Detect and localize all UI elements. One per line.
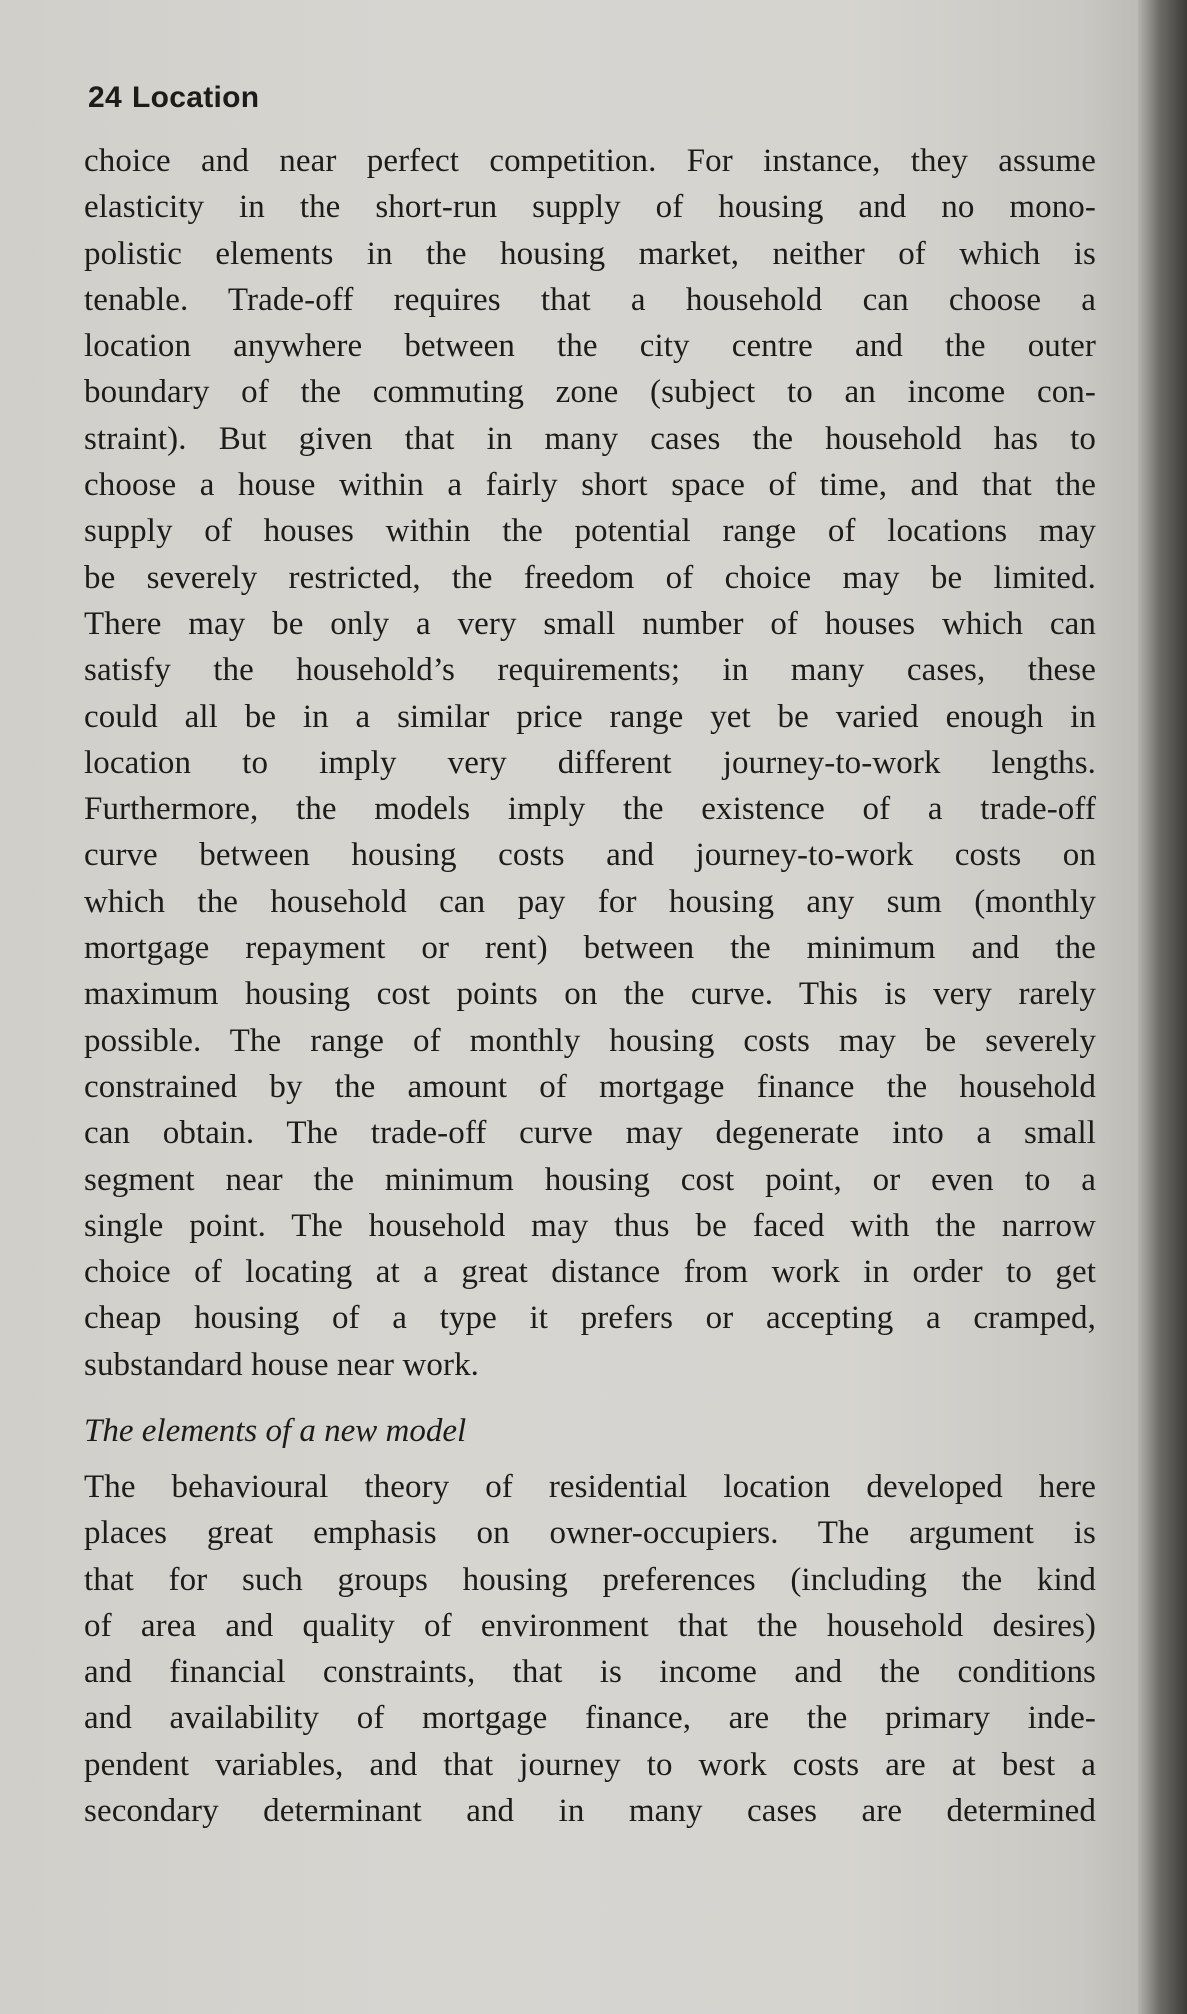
text-line: curve between housing costs and journey-to-work costs on bbox=[84, 837, 1096, 874]
text-line: of area and quality of environment that the household desires) bbox=[84, 1607, 1096, 1644]
text-line: mortgage repayment or rent) between the minimum and the bbox=[84, 930, 1096, 967]
text-line: elasticity in the short-run supply of housing and no mono- bbox=[84, 189, 1096, 226]
text-line: possible. The range of monthly housing costs may be severely bbox=[84, 1022, 1096, 1059]
text-line: constrained by the amount of mortgage finance the household bbox=[84, 1068, 1096, 1105]
text-line: and financial constraints, that is income and the conditions bbox=[84, 1654, 1096, 1691]
text-line: Furthermore, the models imply the existence of a trade-off bbox=[84, 791, 1096, 828]
text-line: and availability of mortgage finance, are the primary inde- bbox=[84, 1700, 1096, 1737]
text-line: that for such groups housing preferences (including the kind bbox=[84, 1561, 1096, 1598]
text-line: choose a house within a fairly short space of time, and that the bbox=[84, 467, 1096, 504]
text-line: single point. The household may thus be faced with the narrow bbox=[84, 1207, 1096, 1244]
paragraph-1 bbox=[84, 138, 1096, 1388]
text-line: location to imply very different journey-to-work lengths. bbox=[84, 744, 1096, 781]
page-number: 24 bbox=[88, 81, 122, 114]
text-line: tenable. Trade-off requires that a household can choose a bbox=[84, 281, 1096, 318]
text-line: could all be in a similar price range yet be varied enough in bbox=[84, 698, 1096, 735]
text-line: satisfy the household’s requirements; in many cases, these bbox=[84, 652, 1096, 689]
paragraph-2 bbox=[84, 1464, 1096, 1834]
text-line: The behavioural theory of residential location developed here bbox=[84, 1469, 1096, 1505]
text-line: which the household can pay for housing any sum (monthly bbox=[84, 883, 1096, 920]
text-line: can obtain. The trade-off curve may degenerate into a small bbox=[84, 1115, 1096, 1152]
text-line: straint). But given that in many cases the household has to bbox=[84, 420, 1096, 457]
text-line: places great emphasis on owner-occupiers. The argument is bbox=[84, 1515, 1096, 1552]
book-gutter-shadow bbox=[1138, 0, 1187, 2014]
section-heading: The elements of a new model bbox=[84, 1413, 467, 1449]
text-line: There may be only a very small number of houses which can bbox=[84, 605, 1096, 642]
text-line: pendent variables, and that journey to work costs are at best a bbox=[84, 1746, 1096, 1783]
text-line: maximum housing cost points on the curve. This is very rarely bbox=[84, 976, 1096, 1013]
text-line: substandard house near work. bbox=[84, 1346, 480, 1383]
text-line: be severely restricted, the freedom of choice may be limited. bbox=[84, 559, 1096, 596]
text-line: cheap housing of a type it prefers or accepting a cramped, bbox=[84, 1300, 1096, 1337]
running-head bbox=[88, 78, 259, 118]
text-line: choice of locating at a great distance from work in order to get bbox=[84, 1254, 1096, 1291]
running-title: Location bbox=[131, 81, 260, 114]
text-line: segment near the minimum housing cost point, or even to a bbox=[84, 1161, 1096, 1198]
text-line: supply of houses within the potential range of locations may bbox=[84, 513, 1096, 550]
text-line: location anywhere between the city centre and the outer bbox=[84, 328, 1096, 365]
text-line: secondary determinant and in many cases are determined bbox=[84, 1793, 1096, 1830]
text-line: polistic elements in the housing market, neither of which is bbox=[84, 235, 1096, 272]
text-line: choice and near perfect competition. For instance, they assume bbox=[84, 143, 1096, 179]
text-line: boundary of the commuting zone (subject to an income con- bbox=[84, 374, 1096, 411]
